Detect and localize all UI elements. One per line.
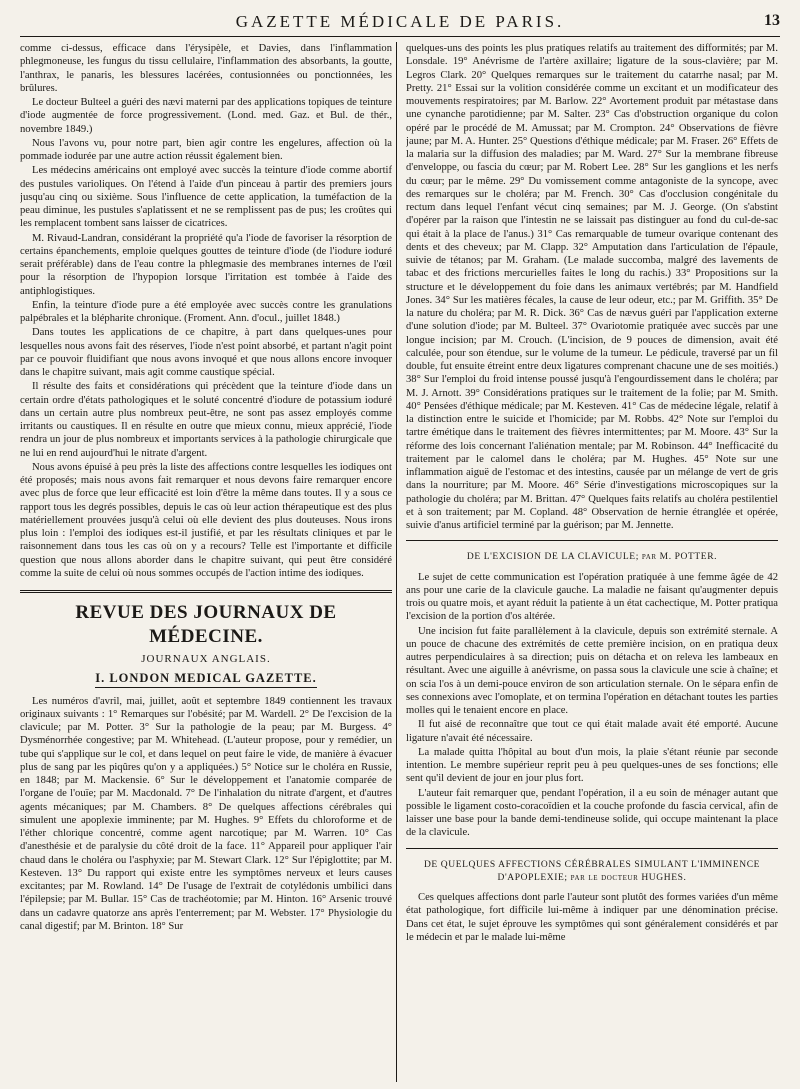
paragraph: comme ci-dessus, efficace dans l'érysipèle, et Davies, dans l'inflammation phlegmoneuse, les fungus du tissu cellulaire, l'inflammation des absorbants, la goutte, l'anthrax, le panaris, les blessures lacérées, contusionnées ou ponctionnées, les brûlures. [20, 43, 392, 94]
paragraph: Il fut aisé de reconnaître que tout ce qui était malade avait été emporté. Aucune ligature n'avait été nécessaire. [406, 719, 778, 744]
paragraph: Il résulte des faits et considérations qui précèdent que la teinture d'iode dans un certain ordre d'états pathologiques et le soluté concentré d'iodure de potassium ioduré dans un certain autre plus nombreux peut-être, ne sont pas assez employés comme irritants ou caustiques. Il en résulte en outre que mieux connu, mieux apprécié, l'iode rendra un jour de plus nombreux et importants services à la pathologie chirurgicale que ne lui en rend aujourd'hui le nitrate d'argent. [20, 381, 392, 459]
column-divider [396, 42, 397, 1082]
section-rule [406, 540, 778, 541]
section-rule [20, 590, 392, 593]
paragraph: Les numéros d'avril, mai, juillet, août et septembre 1849 contiennent les travaux originaux suivants : 1° Remarques sur l'obésité; par M. Wardell. 2° De l'excision de la clavicule; par M. Potter. 3° Sur la pathologie de la peau; par M. Burgess. 4° Dysménorrhée congestive; par M. Whitehead. (L'auteur propose, pour y remédier, un tube qui s'applique sur le col, et dans lequel on peut faire le vide, de manière à évacuer plus de sang par les piqûres qu'on y a appliquées.) 5° Notice sur le choléra en Russie, en 1848; par M. Mackensie. 6° Sur le développement et l'anatomie comparée de l'organe de l'ouïe; par M. Macdonald. 7° De l'inhalation du nitrate d'argent, et d'autres agents mécaniques; par M. Chambers. 8° De quelques affections cérébrales qui simulent une apoplexie imminente; par M. Hughes. 9° Effets du chloroforme et de l'éther chlorique concentré, comme agent narcotique; par M. Warren. 10° Cas d'anesthésie et de paralysie du côté droit de la face. 11° Appareil pour appliquer l'air chaud dans le choléra ou l'asphyxie; par M. Stewart Clark. 12° Sur l'épiglottite; par M. Kesteven. 13° Du rapport qui existe entre les symptômes nerveux et leurs causes excitantes; par M. Rowland. 14° De l'usage de l'extrait de cotylédonis umbilici dans l'épilepsie; par M. Bullar. 15° Cas de trachéotomie; par M. Hinton. 16° Arsenic trouvé dans un cadavre quatorze ans après l'enterrement; par M. Webster. 17° Physiologie du canal digestif; par M. Brinton. 18° Sur [20, 695, 392, 932]
left-column [20, 42, 392, 1082]
paragraph: M. Rivaud-Landran, considérant la propriété qu'a l'iode de favoriser la résorption de certains épanchements, emploie quelques gouttes de teinture d'iode (de l'iodure ioduré serait préférable) dans de l'eau contre la phlegmasie des membranes internes de l'œil pour la résorption de l'hypopion lorsque l'irritation est tombée à l'aide des antiphlogistiques. [20, 232, 392, 297]
paragraph: La malade quitta l'hôpital au bout d'un mois, la plaie s'étant réunie par seconde intention. Le membre supérieur reprit peu à peu quelques-unes de ses fonctions; elle sent qu'il devient de jour en jour plus fort. [406, 746, 778, 785]
paragraph: Nous avons épuisé à peu près la liste des affections contre lesquelles les iodiques ont été proposés; mais nous avons fait remarquer et nous devons faire remarquer encore avec plus de force que leur efficacité est loin d'être la même dans toutes. Il y a sous ce rapport tous les degrés possibles, depuis le cas où leur action thérapeutique est des plus matériellement prouvées jusqu'à celui où elle devient des plus douteuses. Nous irons plus loin : l'emploi des iodiques est-il justifié, et par les résultats cliniques et par le raisonnement dans tous les cas où on y a recours? Telle est l'importante et difficile question que nous allons aborder dans le chapitre suivant, qui peut être considéré comme la suite de celui où nous sommes occupés de l'action intime des iodiques. [20, 461, 392, 579]
paragraph: Enfin, la teinture d'iode pure a été employée avec succès contre les granulations palpébrales et la blépharite chronique. (Froment. Ann. d'ocul., juillet 1848.) [20, 299, 392, 324]
section-rule [406, 848, 778, 849]
paragraph: Dans toutes les applications de ce chapitre, à part dans quelques-unes pour lesquelles nous avons fait des réserves, l'iode n'est point absorbé, et partant n'agit point par ce pouvoir fluidifiant que nous avons invoqué et que nous allons encore invoquer dans le chapitre suivant, mais agit comme caustique spécial. [20, 327, 392, 378]
section-title: DE QUELQUES AFFECTIONS CÉRÉBRALES SIMULANT L'IMMINENCE D'APOPLEXIE; par le docteur HUGHES. [423, 859, 761, 883]
journal-title [20, 672, 392, 688]
paragraph: Nous l'avons vu, pour notre part, bien agir contre les engelures, affection où la pommade iodurée par une autre action réussit également bien. [20, 137, 392, 162]
section-title: DE L'EXCISION DE LA CLAVICULE; par M. POTTER. [466, 552, 718, 563]
right-column [406, 42, 778, 1082]
page-header [20, 10, 780, 37]
paragraph: Le docteur Bulteel a guéri des nævi materni par des applications topiques de teinture d'iode augmentée de force progressivement. (Lond. med. Gaz. et Bul. de thér., novembre 1849.) [20, 97, 392, 135]
paragraph: Les médecins américains ont employé avec succès la teinture d'iode comme abortif des pustules varioliques. On l'étend à l'aide d'un pinceau à partir des premiers jours jusqu'au cinq ou sixième. Sous l'influence de cette application, la tuméfaction de la peau diminue, les pustules s'aplatissent et ne se remplissent pas de pus; les croûtes qui les remplacent tombent sans laisser de cicatrices. [20, 165, 392, 230]
paragraph: Le sujet de cette communication est l'opération pratiquée à une femme âgée de 42 ans pour une carie de la clavicule gauche. La maladie ne faisant qu'augmenter depuis trois ou quatre mois, et ayant réduit la patiente à un état cachectique, M. Potter pratiqua l'excision de la portion d'os altérée. [406, 571, 778, 623]
revue-subtitle: JOURNAUX ANGLAIS. [141, 653, 271, 665]
journal-masthead: GAZETTE MÉDICALE DE PARIS. [235, 12, 565, 31]
journal-title-text: I. LONDON MEDICAL GAZETTE. [95, 671, 317, 688]
paragraph: Ces quelques affections dont parle l'auteur sont plutôt des formes variées d'un même état pathologique, fort difficile lui-même à indiquer par une dénomination précise. Dans cet état, le sujet éprouve les symptômes qui sont généralement considérés et par le médecin et par le malade lui-même [406, 892, 778, 943]
paragraph: Une incision fut faite parallèlement à la clavicule, depuis son extrémité sternale. A un pouce de chacune des extrémités de cette première incision, on en pratiqua deux autres perpendiculaires à sa direction; puis on détacha et on releva les lambeaux en résultant. Avec une aiguille à anévrisme, on passa sous la clavicule une scie à chaîne; et on scia l'os à un demi-pouce environ de son articulation sternale. On le sépara enfin de ses connexions avec l'omoplate, et on termina l'opération en détachant toutes les parties molles qui le tenaient encore en place. [406, 625, 778, 716]
paragraph: L'auteur fait remarquer que, pendant l'opération, il a eu soin de ménager autant que possible le ligament costo-coracoïdien et la couche profonde du fascia cervical, afin de laisser une base pour la bande demi-tendineuse solide, qui occupe maintenant la place de la clavicule. [406, 787, 778, 839]
revue-title: REVUE DES JOURNAUX DE MÉDECINE. [75, 602, 337, 647]
page-number: 13 [764, 12, 780, 29]
paragraph: quelques-uns des points les plus pratiques relatifs au traitement des difformités; par M. Lonsdale. 19° Anévrisme de l'artère axillaire; ligature de la sous-clavière; par M. Legros Clark. 20° Quelques remarques sur le traitement du catarrhe nasal; par M. Pretty. 21° Essai sur la volition considérée comme un excitant et un modificateur des mouvements respiratoires; par M. Barlow. 22° Avortement produit par métastase dans une cynanche parotidienne; par M. Salter. 23° Cas d'obstruction organique du colon opéré par le procédé de M. Amussat; par M. Crompton. 24° Observations de fièvre jaune; par M. A. Hunter. 25° Questions d'éthique médicale; par M. Fraser. 26° Effets de la malaria sur la diffusion des maladies; par M. Ward. 27° Sur la membrane fibreuse d'enveloppe, ou fascia du cœur; par M. Robert Lee. 28° Sur les ganglions et les nerfs du cœur; par le même. 29° Du vomissement comme antagoniste de la syncope, avec des remarques sur le choléra; par M. French. 30° Cas d'occlusion congénitale du rectum dans lequel l'enfant vécut cinq semaines; par M. J. George. (On s'abstint d'opérer par la raison que l'intestin ne se laissait pas distinguer au fond du cul-de-sac qui était à la place de l'anus.) 31° Cas remarquable de tumeur ovarique contenant des dents et des cheveux; par M. Clapp. 32° Amputation dans l'articulation de l'épaule, suivie de tétanos; par M. Graham. (Le malade succomba, malgré des lavements de tabac et des frictions mercurielles faites le long du rachis.) 33° Propositions sur la structure et le développement du foie dans les animaux vertébrés; par M. Handfield Jones. 34° Sur les matières fécales, la cause de leur odeur, etc.; par M. Griffith. 35° De la nature du choléra; par M. R. Dick. 36° Cas de nævus guéri par l'application externe d'une solution d'iode; par M. Bulteel. 37° Ovariotomie pratiquée avec succès par une longue incision; par M. Crouch. (L'incision, de 9 pouces de dimension, avait été calculée, pour son étendue, sur le volume de la tumeur. Le pédicule, traversé par un fil double, fut ensuite étreint entre deux ligatures comprenant chacune une de ses moitiés.) 38° Sur l'emploi du froid intense poussé jusqu'à l'engourdissement dans le choléra; par M. J. Arnott. 39° Considérations pratiques sur le traitement de la folie; par M. Smith. 40° Pensées d'éthique médicale; par M. Kesteven. 41° Cas de médecine légale, relatif à la distinction entre le suicide et l'homicide; par M. Robbs. 42° Note sur l'emploi du tartre émétique dans le traitement des fièvres intermittentes; par M. Moore. 43° Sur la réforme des lois concernant l'aliénation mentale; par M. Robinson. 44° Inefficacité du traitement par le calomel dans le choléra; par M. Hughes. 45° Note sur une inflammation aiguë de l'estomac et des intestins, causée par un mélange de vert de gris dans la nourriture; par M. Moore. 46° Série d'investigations microscopiques sur la pathologie du choléra; par M. Brittan. 47° Quelques faits relatifs au choléra pestilentiel et à son traitement; par M. Copland. 48° Observation de hernie étranglée et opérée, suivie d'anus artificiel terminé par la guérison; par M. Jennette. [406, 43, 778, 531]
